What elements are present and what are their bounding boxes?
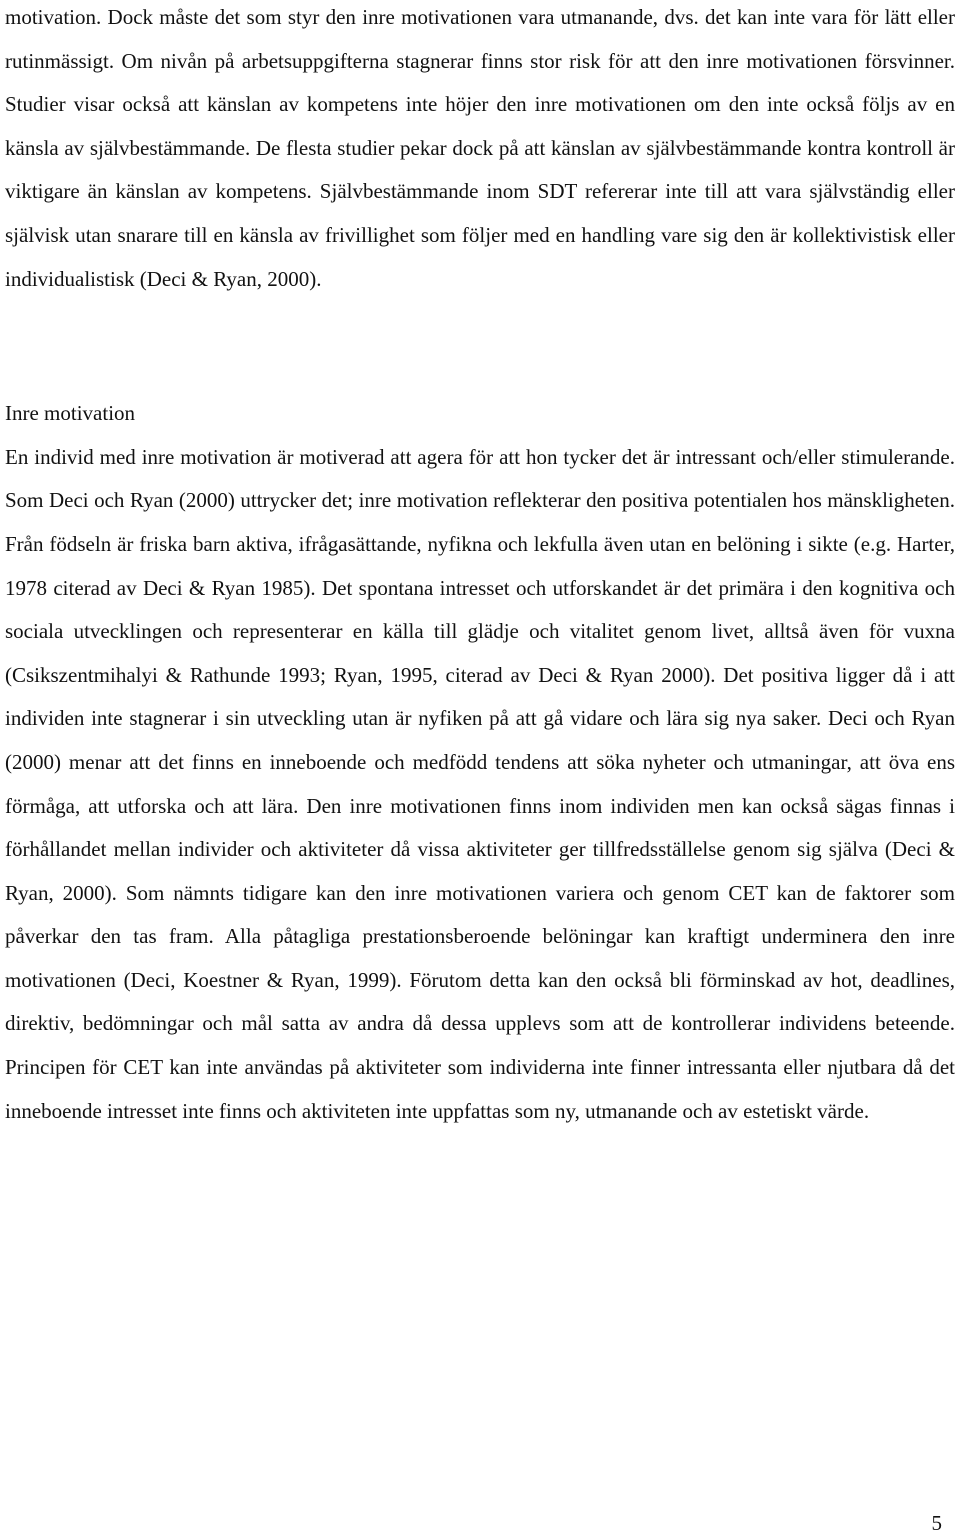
- body-paragraph-continued: motivation. Dock måste det som styr den inre motivationen vara utmanande, dvs. det kan inte vara för lätt eller rutinmässigt. Om nivån på arbetsuppgifterna stagnerar finns stor risk för att den inre motivationen försvinner. Studier visar också att känslan av kompetens inte höjer den inre motivationen om den inte också följs av en känsla av självbestämmande. De flesta studier pekar dock på att känslan av självbestämmande kontra kontroll är viktigare än känslan av kompetens. Självbestämmande inom SDT refererar inte till att vara självständig eller självisk utan snarare till en känsla av frivillighet som följer med en handling vare sig den är kollektivistisk eller individualistisk (Deci & Ryan, 2000).: [5, 5, 955, 291]
- document-page: [5, 0, 955, 1133]
- body-paragraph-inre-motivation: En individ med inre motivation är motiverad att agera för att hon tycker det är intressant och/eller stimulerande. Som Deci och Ryan (2000) uttrycker det; inre motivation reflekterar den positiva potentialen hos mänskligheten. Från födseln är friska barn aktiva, ifrågasättande, nyfikna och lekfulla även utan en belöning i sikte (e.g. Harter, 1978 citerad av Deci & Ryan 1985). Det spontana intresset och utforskandet är det primära i den kognitiva och sociala utvecklingen och representerar en källa till glädje och vitalitet genom livet, alltså även för vuxna (Csikszentmihalyi & Rathunde 1993; Ryan, 1995, citerad av Deci & Ryan 2000). Det positiva ligger då i att individen inte stagnerar i sin utveckling utan är nyfiken på att gå vidare och lära sig nya saker. Deci och Ryan (2000) menar att det finns en inneboende och medfödd tendens att söka nyheter och utmaningar, att öva ens förmåga, att utforska och att lära. Den inre motivationen finns inom individen men kan också sägas finnas i förhållandet mellan individer och aktiviteter då vissa aktiviteter ger tillfredsställelse genom sig själva (Deci & Ryan, 2000). Som nämnts tidigare kan den inre motivationen variera och genom CET kan de faktorer som påverkar den tas fram. Alla påtagliga prestationsberoende belöningar kan kraftigt underminera den inre motivationen (Deci, Koestner & Ryan, 1999). Förutom detta kan den också bli förminskad av hot, deadlines, direktiv, bedömningar och mål satta av andra då dessa upplevs som att de kontrollerar individens beteende. Principen för CET kan inte användas på aktiviteter som individerna inte finner intressanta eller njutbara då det inneboende intresset inte finns och aktiviteten inte uppfattas som ny, utmanande och av estetiskt värde.: [5, 444, 955, 1123]
- page-number: 5: [931, 1511, 942, 1535]
- section-heading: Inre motivation: [5, 401, 136, 426]
